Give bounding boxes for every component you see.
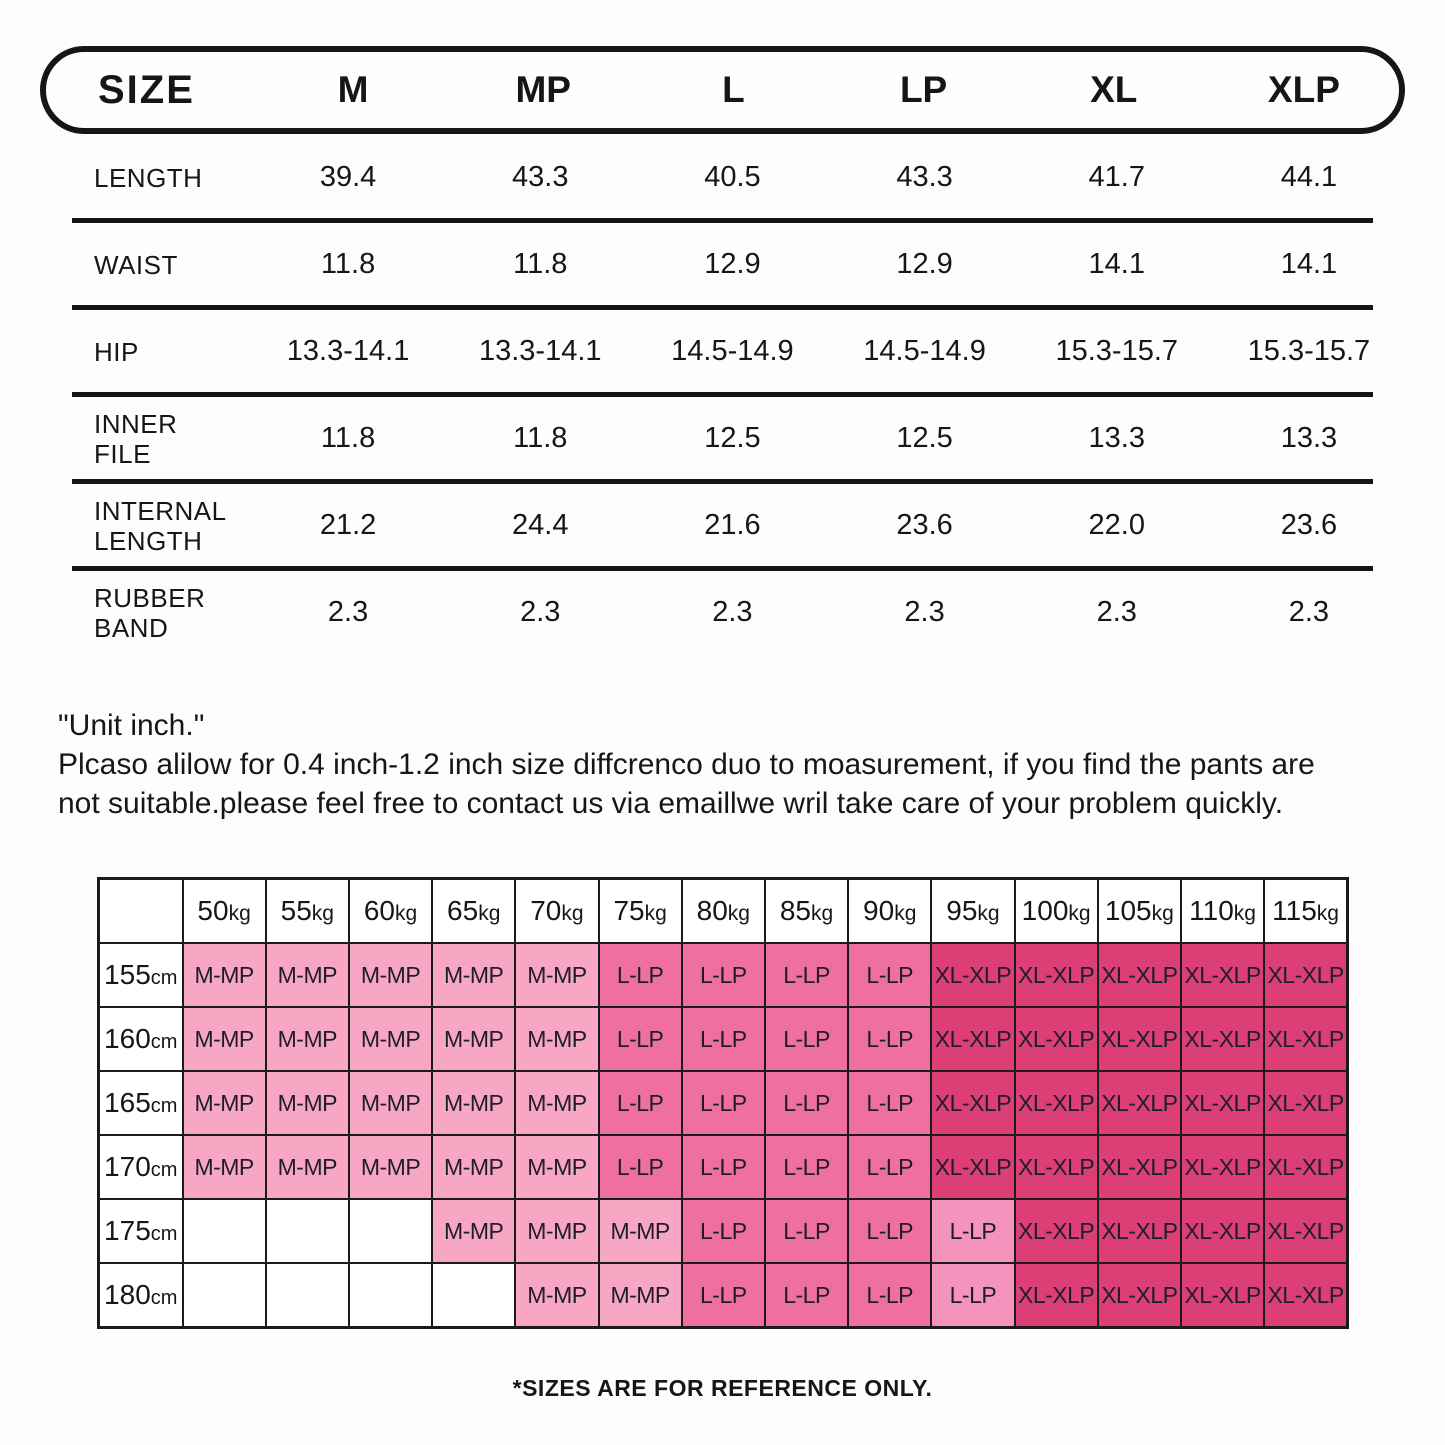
height-header-cell: [99, 1199, 183, 1263]
size-recommendation-cell: XL-XLP: [1181, 1007, 1264, 1071]
spec-value: 11.8: [320, 422, 376, 454]
spec-row-label: [40, 337, 252, 367]
weight-unit: kg: [977, 902, 1000, 925]
spec-row: [40, 395, 1405, 482]
size-recommendation-cell: L-LP: [931, 1199, 1014, 1263]
spec-value: 12.5: [896, 422, 953, 454]
weight-unit: kg: [644, 902, 667, 925]
size-recommendation-cell: L-LP: [599, 943, 682, 1007]
weight-value: 80: [696, 895, 728, 926]
size-recommendation-cell: M-MP: [515, 1263, 598, 1328]
measurement-note: [58, 706, 1405, 823]
size-recommendation-cell: M-MP: [266, 1071, 349, 1135]
height-header-cell: [99, 943, 183, 1007]
empty-cell: [266, 1263, 349, 1328]
size-recommendation-cell: M-MP: [266, 1007, 349, 1071]
spec-row: [40, 569, 1405, 656]
spec-value: 23.6: [896, 509, 953, 541]
weight-unit: kg: [561, 902, 584, 925]
size-recommendation-cell: M-MP: [183, 943, 266, 1007]
height-row: [99, 1007, 1348, 1071]
size-recommendation-cell: L-LP: [848, 1199, 931, 1263]
spec-value: 12.5: [704, 422, 761, 454]
spec-value: 22.0: [1088, 509, 1145, 541]
weight-header-cell: [349, 879, 432, 944]
size-recommendation-cell: L-LP: [848, 1263, 931, 1328]
height-unit: cm: [150, 1159, 178, 1181]
weight-height-table: [97, 877, 1349, 1329]
size-recommendation-cell: M-MP: [432, 1007, 515, 1071]
spec-value: 13.3-14.1: [286, 335, 410, 367]
size-spec-body: [40, 134, 1405, 656]
spec-value: 2.3: [904, 596, 945, 628]
size-column-header: LP: [899, 69, 948, 110]
spec-row-label: [40, 250, 252, 280]
size-recommendation-cell: L-LP: [682, 1263, 765, 1328]
size-recommendation-cell: XL-XLP: [1098, 1071, 1181, 1135]
spec-value: 14.5-14.9: [671, 335, 794, 367]
weight-unit: kg: [1068, 902, 1091, 925]
size-recommendation-cell: M-MP: [515, 943, 598, 1007]
size-recommendation-cell: XL-XLP: [1098, 943, 1181, 1007]
spec-value: 2.3: [1096, 596, 1137, 628]
weight-header-cell: [1015, 879, 1098, 944]
height-unit: cm: [150, 1031, 178, 1053]
height-value: 155: [104, 959, 151, 990]
size-recommendation-cell: L-LP: [682, 1071, 765, 1135]
spec-row-label-line: HIP: [94, 336, 139, 367]
corner-cell: [99, 879, 183, 944]
weight-unit: kg: [727, 902, 750, 925]
size-recommendation-cell: L-LP: [765, 1199, 848, 1263]
size-recommendation-cell: XL-XLP: [931, 1007, 1014, 1071]
height-unit: cm: [150, 1287, 178, 1309]
height-unit: cm: [150, 1095, 178, 1117]
spec-value: 12.9: [896, 248, 953, 280]
spec-row-label-line: RUBBER: [94, 582, 206, 613]
weight-unit: kg: [811, 902, 834, 925]
weight-header-cell: [183, 879, 266, 944]
size-recommendation-cell: L-LP: [599, 1071, 682, 1135]
height-unit: cm: [150, 967, 178, 989]
weight-height-table-body: [99, 879, 1348, 1328]
size-recommendation-cell: XL-XLP: [1015, 1071, 1098, 1135]
weight-value: 55: [280, 895, 312, 926]
size-recommendation-cell: L-LP: [848, 1007, 931, 1071]
weight-header-cell: [432, 879, 515, 944]
size-recommendation-cell: M-MP: [515, 1135, 598, 1199]
weight-unit: kg: [311, 902, 334, 925]
size-recommendation-cell: M-MP: [432, 1199, 515, 1263]
size-recommendation-cell: M-MP: [183, 1007, 266, 1071]
spec-value: 21.2: [319, 509, 377, 541]
size-recommendation-cell: L-LP: [848, 1071, 931, 1135]
spec-value: 23.6: [1280, 509, 1338, 541]
empty-cell: [349, 1263, 432, 1328]
size-recommendation-cell: XL-XLP: [1098, 1007, 1181, 1071]
size-recommendation-cell: XL-XLP: [1264, 1135, 1347, 1199]
weight-value: 60: [363, 895, 395, 926]
weight-value: 50: [197, 895, 229, 926]
size-recommendation-cell: L-LP: [848, 1135, 931, 1199]
height-header-cell: [99, 1071, 183, 1135]
empty-cell: [183, 1199, 266, 1263]
height-row: [99, 1263, 1348, 1328]
spec-row: [40, 308, 1405, 395]
tolerance-note-line: Plcaso alilow for 0.4 inch-1.2 inch size diffcrenco duo to moasurement, if you find the pants are: [58, 748, 1315, 781]
size-recommendation-cell: L-LP: [765, 1135, 848, 1199]
size-recommendation-cell: XL-XLP: [1264, 943, 1347, 1007]
spec-value: 43.3: [896, 161, 953, 193]
spec-row-label: [40, 409, 252, 469]
size-recommendation-cell: L-LP: [599, 1135, 682, 1199]
size-recommendation-cell: L-LP: [848, 943, 931, 1007]
size-recommendation-cell: XL-XLP: [931, 943, 1014, 1007]
weight-unit: kg: [228, 902, 251, 925]
size-recommendation-cell: XL-XLP: [1264, 1199, 1347, 1263]
empty-cell: [349, 1199, 432, 1263]
size-recommendation-cell: XL-XLP: [1098, 1199, 1181, 1263]
weight-header-cell: [765, 879, 848, 944]
size-recommendation-cell: M-MP: [515, 1199, 598, 1263]
size-recommendation-cell: M-MP: [183, 1071, 266, 1135]
spec-row-label-line: INNER: [94, 408, 178, 439]
size-recommendation-cell: L-LP: [765, 1007, 848, 1071]
size-header-label: SIZE: [98, 67, 195, 112]
size-recommendation-cell: M-MP: [266, 943, 349, 1007]
height-value: 160: [104, 1023, 151, 1054]
weight-unit: kg: [1151, 902, 1174, 925]
weight-unit: kg: [394, 902, 418, 925]
spec-value: 41.7: [1088, 161, 1145, 193]
size-recommendation-cell: XL-XLP: [1181, 943, 1264, 1007]
height-value: 180: [104, 1279, 151, 1310]
weight-header-cell: [848, 879, 931, 944]
spec-row-label-line: LENGTH: [94, 525, 203, 556]
size-recommendation-cell: M-MP: [266, 1135, 349, 1199]
weight-header-row: [99, 879, 1348, 944]
spec-value: 40.5: [704, 161, 761, 193]
size-recommendation-cell: L-LP: [931, 1263, 1014, 1328]
spec-row-label-line: FILE: [94, 438, 151, 469]
spec-value: 39.4: [319, 161, 377, 193]
spec-value: 2.3: [1288, 596, 1330, 628]
size-recommendation-cell: XL-XLP: [1181, 1199, 1264, 1263]
spec-value: 44.1: [1280, 161, 1338, 193]
spec-row-label-line: INTERNAL: [94, 495, 227, 526]
height-value: 175: [104, 1215, 151, 1246]
size-column-header: M: [337, 69, 369, 110]
reference-disclaimer: *SIZES ARE FOR REFERENCE ONLY.: [512, 1375, 933, 1401]
size-column-header: XLP: [1267, 69, 1340, 110]
size-recommendation-cell: XL-XLP: [1264, 1263, 1347, 1328]
height-unit: cm: [150, 1223, 178, 1245]
height-header-cell: [99, 1135, 183, 1199]
spec-row: [40, 482, 1405, 569]
weight-value: 110: [1189, 895, 1234, 926]
weight-header-cell: [931, 879, 1014, 944]
size-recommendation-cell: M-MP: [515, 1007, 598, 1071]
size-recommendation-cell: XL-XLP: [1098, 1135, 1181, 1199]
size-recommendation-cell: XL-XLP: [1264, 1071, 1347, 1135]
size-recommendation-cell: L-LP: [682, 1135, 765, 1199]
size-recommendation-cell: XL-XLP: [1015, 1007, 1098, 1071]
weight-value: 115: [1272, 895, 1317, 926]
size-spec-table: [40, 46, 1405, 656]
size-spec-header-pill: [40, 46, 1405, 134]
weight-value: 90: [863, 895, 895, 926]
empty-cell: [266, 1199, 349, 1263]
size-recommendation-cell: XL-XLP: [1015, 1263, 1098, 1328]
size-recommendation-cell: M-MP: [515, 1071, 598, 1135]
spec-value: 13.3-14.1: [478, 335, 602, 367]
spec-value: 13.3: [1280, 422, 1338, 454]
size-recommendation-cell: L-LP: [765, 943, 848, 1007]
height-row: [99, 1071, 1348, 1135]
size-recommendation-cell: XL-XLP: [1015, 1199, 1098, 1263]
size-recommendation-cell: XL-XLP: [1181, 1135, 1264, 1199]
size-recommendation-cell: XL-XLP: [931, 1071, 1014, 1135]
spec-row-label-line: WAIST: [94, 249, 178, 280]
weight-value: 95: [946, 895, 978, 926]
weight-header-cell: [1264, 879, 1347, 944]
size-recommendation-cell: L-LP: [765, 1071, 848, 1135]
weight-value: 105: [1104, 895, 1152, 926]
size-recommendation-cell: M-MP: [599, 1263, 682, 1328]
spec-value: 15.3-15.7: [1247, 335, 1371, 367]
empty-cell: [432, 1263, 515, 1328]
size-column-header: MP: [515, 69, 571, 110]
size-recommendation-cell: M-MP: [183, 1135, 266, 1199]
spec-row: [40, 221, 1405, 308]
size-recommendation-cell: L-LP: [599, 1007, 682, 1071]
spec-value: 2.3: [327, 596, 369, 628]
size-recommendation-cell: M-MP: [349, 943, 432, 1007]
spec-value: 21.6: [704, 509, 761, 541]
height-header-cell: [99, 1007, 183, 1071]
weight-header-cell: [682, 879, 765, 944]
weight-value: 70: [530, 895, 562, 926]
weight-value: 75: [613, 895, 645, 926]
height-header-cell: [99, 1263, 183, 1328]
height-value: 170: [104, 1151, 151, 1182]
size-recommendation-cell: L-LP: [765, 1263, 848, 1328]
spec-value: 15.3-15.7: [1055, 335, 1179, 367]
height-row: [99, 1199, 1348, 1263]
spec-row-label-line: BAND: [94, 612, 169, 643]
spec-value: 2.3: [520, 596, 561, 628]
size-recommendation-cell: XL-XLP: [1181, 1263, 1264, 1328]
weight-value: 100: [1021, 895, 1069, 926]
height-row: [99, 1135, 1348, 1199]
spec-value: 14.1: [1280, 248, 1338, 280]
size-recommendation-cell: M-MP: [432, 1135, 515, 1199]
spec-value: 14.1: [1088, 248, 1145, 280]
spec-value: 13.3: [1088, 422, 1145, 454]
contact-note-line: not suitable.please feel free to contact us via emaillwe wril take care of your problem quickly.: [58, 787, 1284, 820]
size-recommendation-cell: L-LP: [682, 1007, 765, 1071]
size-column-header: XL: [1090, 69, 1138, 110]
weight-header-cell: [599, 879, 682, 944]
weight-unit: kg: [1233, 902, 1256, 925]
size-recommendation-cell: M-MP: [432, 1071, 515, 1135]
size-recommendation-cell: XL-XLP: [1264, 1007, 1347, 1071]
weight-header-cell: [1181, 879, 1264, 944]
size-recommendation-cell: M-MP: [599, 1199, 682, 1263]
size-recommendation-cell: L-LP: [682, 943, 765, 1007]
weight-header-cell: [1098, 879, 1181, 944]
spec-row-label: [40, 163, 252, 193]
weight-unit: kg: [1316, 902, 1339, 925]
spec-value: 24.4: [512, 509, 569, 541]
weight-header-cell: [266, 879, 349, 944]
weight-header-cell: [515, 879, 598, 944]
size-recommendation-cell: M-MP: [349, 1007, 432, 1071]
weight-value: 65: [447, 895, 479, 926]
spec-row-label-line: LENGTH: [94, 162, 203, 193]
size-column-header: L: [722, 69, 745, 110]
spec-row-label: [40, 496, 252, 556]
spec-value: 14.5-14.9: [863, 335, 986, 367]
empty-cell: [183, 1263, 266, 1328]
size-recommendation-cell: XL-XLP: [1098, 1263, 1181, 1328]
weight-unit: kg: [894, 902, 917, 925]
height-value: 165: [104, 1087, 151, 1118]
spec-value: 12.9: [704, 248, 761, 280]
size-recommendation-cell: XL-XLP: [1181, 1071, 1264, 1135]
size-recommendation-cell: M-MP: [432, 943, 515, 1007]
weight-unit: kg: [478, 902, 501, 925]
size-recommendation-cell: L-LP: [682, 1199, 765, 1263]
spec-value: 2.3: [712, 596, 753, 628]
weight-value: 85: [779, 895, 811, 926]
spec-value: 11.8: [513, 422, 568, 454]
spec-row-label: [40, 583, 252, 643]
size-recommendation-cell: M-MP: [349, 1071, 432, 1135]
size-recommendation-cell: M-MP: [349, 1135, 432, 1199]
height-row: [99, 943, 1348, 1007]
spec-value: 11.8: [320, 248, 376, 280]
spec-value: 11.8: [513, 248, 568, 280]
spec-value: 43.3: [512, 161, 569, 193]
size-recommendation-cell: XL-XLP: [1015, 1135, 1098, 1199]
size-recommendation-cell: XL-XLP: [931, 1135, 1014, 1199]
spec-row: [40, 134, 1405, 221]
unit-note-line: "Unit inch.": [58, 709, 205, 742]
size-recommendation-cell: XL-XLP: [1015, 943, 1098, 1007]
